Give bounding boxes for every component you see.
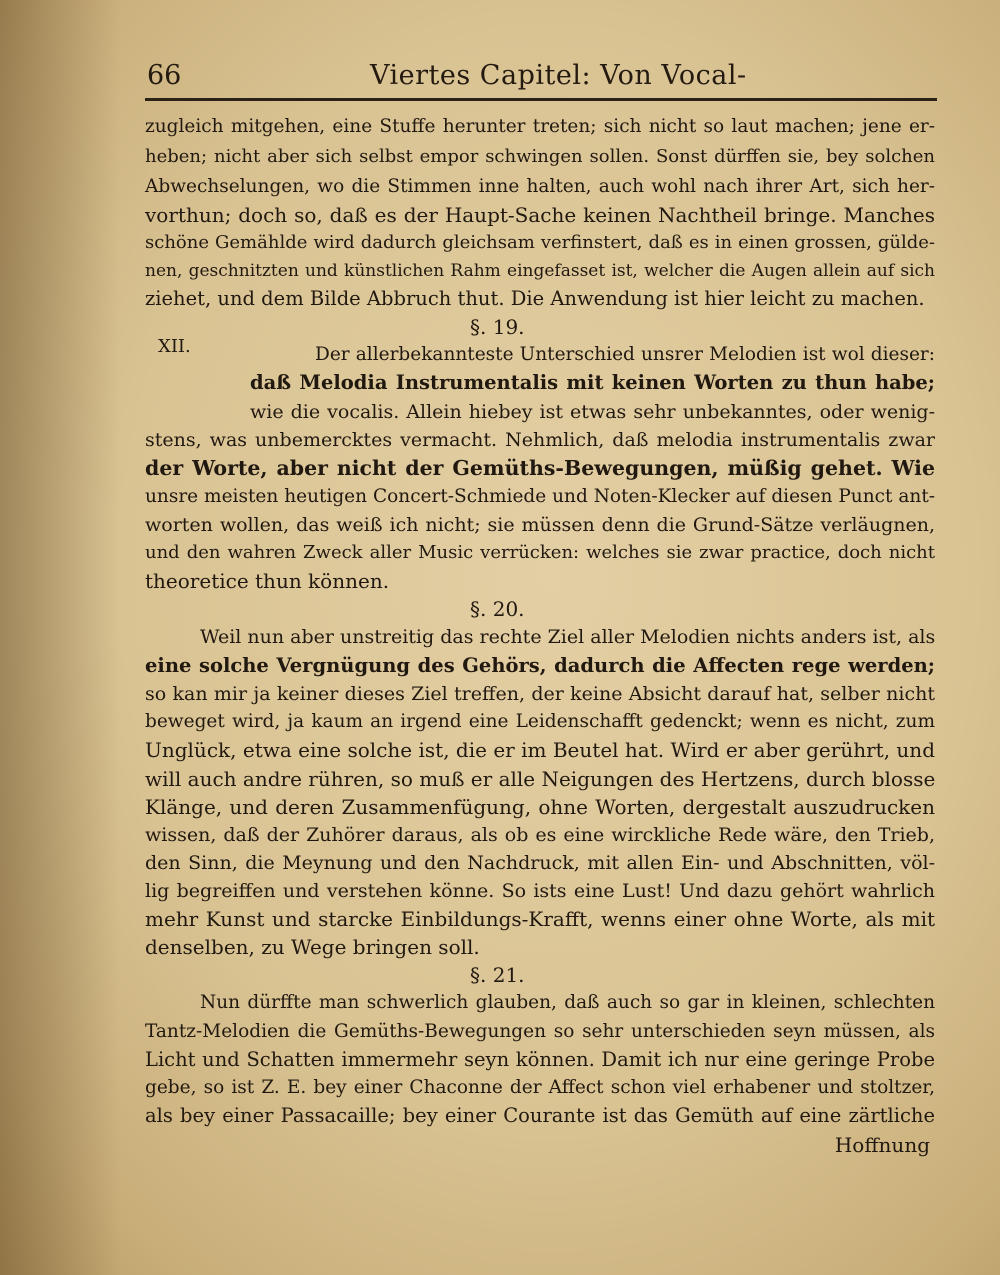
text-line: wissen, daß der Zuhörer daraus, als ob es eine wirckliche Rede wäre, den Trieb, [145, 824, 935, 846]
text-line: Unglück, etwa eine solche ist, die er im Beutel hat. Wird er aber gerührt, und [145, 738, 935, 762]
text-line: den Sinn, die Meynung und den Nachdruck, mit allen Ein- und Abschnitten, völ- [145, 852, 935, 874]
text-line: Licht und Schatten immermehr seyn können. Damit ich nur eine geringe Probe [145, 1048, 935, 1071]
section-heading: §. 20. [470, 597, 525, 621]
text-line: stens, was unbemercktes vermacht. Nehmlich, daß melodia instrumentalis zwar [145, 429, 935, 451]
text-line: und den wahren Zweck aller Music verrücken: welches sie zwar practice, doch nicht [145, 542, 935, 563]
running-title: Viertes Capitel: Von Vocal- [370, 60, 747, 91]
text-line: heben; nicht aber sich selbst empor schwingen sollen. Sonst dürffen sie, bey solchen [145, 146, 935, 167]
text-line: schöne Gemählde wird dadurch gleichsam verfinstert, daß es in einen grossen, gülde- [145, 232, 935, 253]
catchword: Hoffnung [834, 1133, 930, 1157]
text-line: gebe, so ist Z. E. bey einer Chaconne der Affect schon viel erhabener und stoltzer, [145, 1077, 935, 1098]
text-line: theoretice thun können. [145, 569, 390, 593]
text-line: der Worte, aber nicht der Gemüths-Bewegungen, müßig gehet. Wie [145, 456, 935, 480]
text-line: daß Melodia Instrumentalis mit keinen Worten zu thun habe; [250, 371, 935, 394]
section-heading: §. 19. [470, 315, 525, 339]
text-line: wie die vocalis. Allein hiebey ist etwas sehr unbekanntes, oder wenig- [250, 401, 935, 423]
text-line: eine solche Vergnügung des Gehörs, dadurch die Affecten rege werden; [145, 654, 935, 677]
section-heading: §. 21. [470, 963, 525, 987]
text-line: Der allerbekannteste Unterschied unsrer Melodien ist wol dieser: [315, 344, 935, 365]
text-line: denselben, zu Wege bringen soll. [145, 935, 480, 959]
text-line: Klänge, und deren Zusammenfügung, ohne Worten, dergestalt auszudrucken [145, 795, 935, 819]
text-line: Nun dürffte man schwerlich glauben, daß auch so gar in kleinen, schlechten [200, 992, 935, 1013]
text-line: Weil nun aber unstreitig das rechte Ziel aller Melodien nichts anders ist, als [200, 626, 936, 648]
text-line: vorthun; doch so, daß es der Haupt-Sache keinen Nachtheil bringe. Manches [145, 203, 935, 227]
margin-note: XII. [158, 336, 191, 357]
page-edge-shadow [0, 0, 120, 1275]
text-line: als bey einer Passacaille; bey einer Courante ist das Gemüth auf eine zärtliche [145, 1104, 935, 1127]
page-number: 66 [147, 60, 182, 91]
text-line: unsre meisten heutigen Concert-Schmiede und Noten-Klecker auf diesen Punct ant- [145, 486, 935, 507]
text-line: mehr Kunst und starcke Einbildungs-Krafft, wenns einer ohne Worte, als mit [145, 907, 935, 931]
page-header [145, 58, 935, 98]
text-line: Abwechselungen, wo die Stimmen inne halten, auch wohl nach ihrer Art, sich her- [145, 176, 935, 197]
text-line: Tantz-Melodien die Gemüths-Bewegungen so sehr unterschieden seyn müssen, als [145, 1021, 935, 1042]
header-rule [145, 98, 937, 101]
text-line: lig begreiffen und verstehen könne. So ists eine Lust! Und dazu gehört wahrlich [145, 880, 935, 902]
text-line: ziehet, und dem Bilde Abbruch thut. Die Anwendung ist hier leicht zu machen. [145, 287, 925, 310]
text-line: worten wollen, das weiß ich nicht; sie müssen denn die Grund-Sätze verläugnen, [145, 514, 935, 536]
text-line: will auch andre rühren, so muß er alle Neigungen des Hertzens, durch blosse [145, 767, 936, 791]
text-line: so kan mir ja keiner dieses Ziel treffen, der keine Absicht darauf hat, selber nicht [145, 683, 935, 705]
text-line: nen, geschnitzten und künstlichen Rahm eingefasset ist, welcher die Augen allein auf sich [145, 261, 935, 281]
text-line: zugleich mitgehen, eine Stuffe herunter treten; sich nicht so laut machen; jene er- [145, 116, 935, 137]
text-line: beweget wird, ja kaum an irgend eine Leidenschafft gedenckt; wenn es nicht, zum [145, 711, 935, 732]
